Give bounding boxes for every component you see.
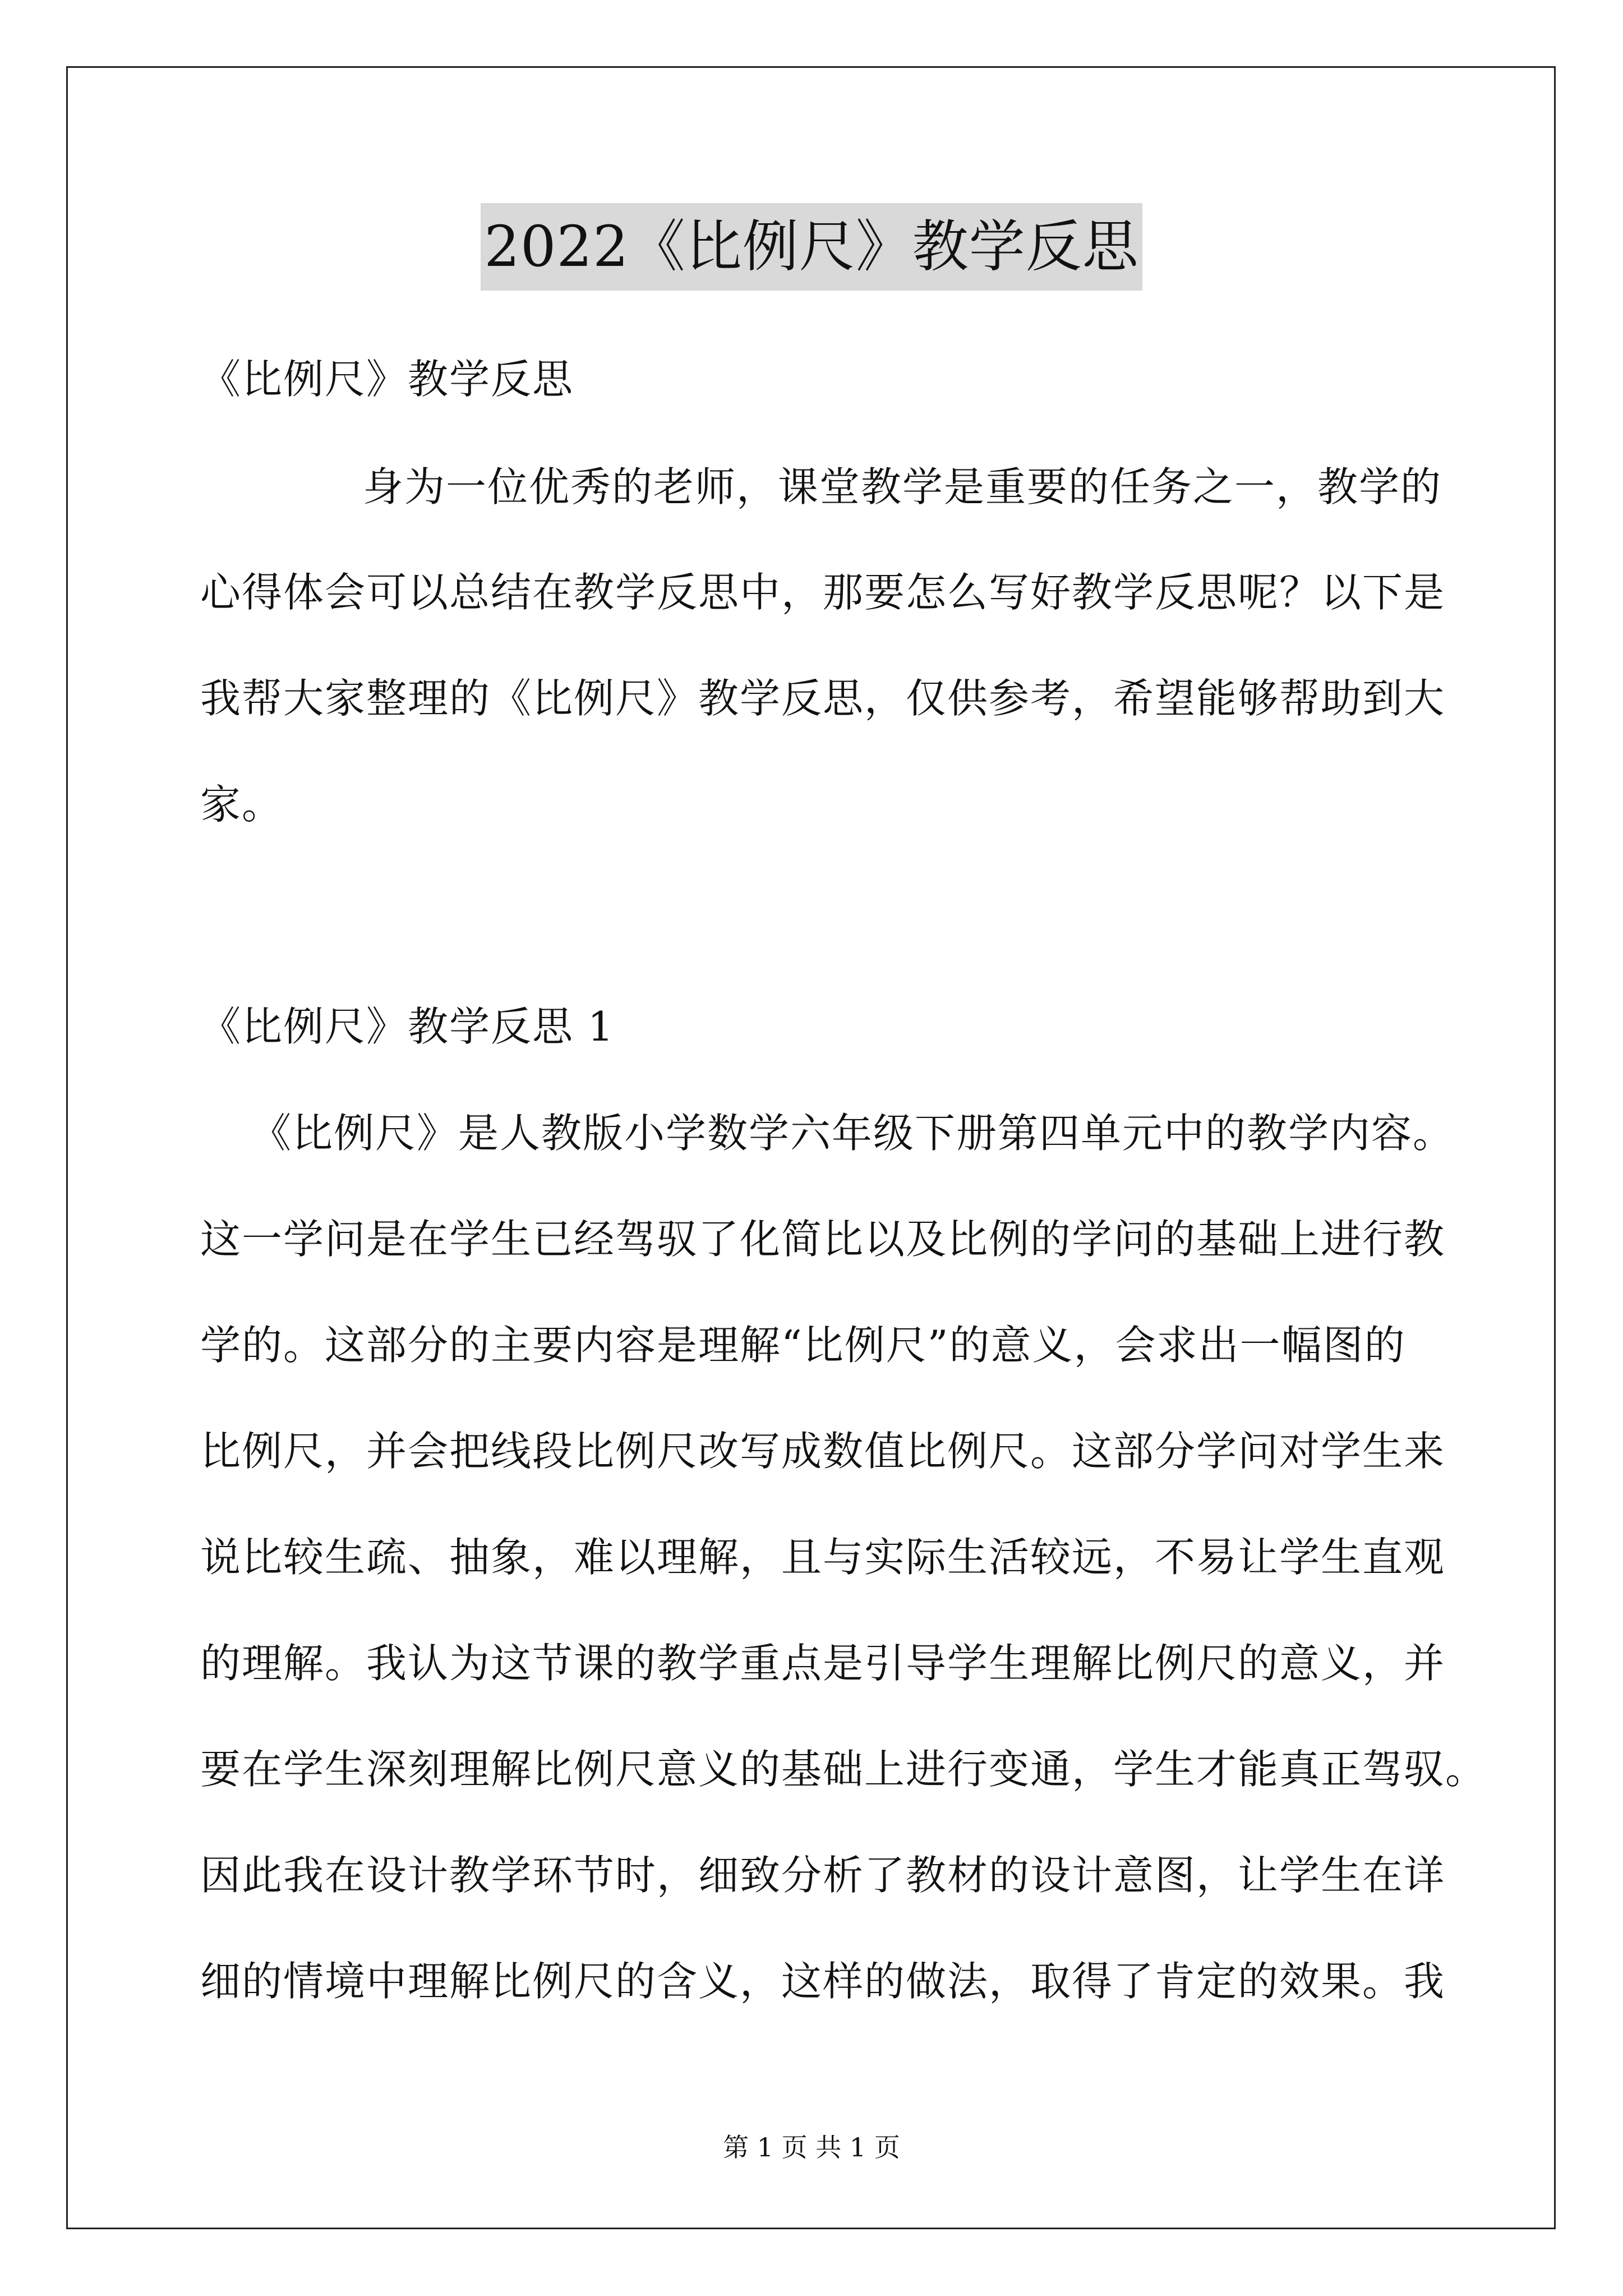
intro-line-4: 家。: [200, 781, 284, 828]
body-line-1: 《比例尺》是人教版小学数学六年级下册第四单元中的教学内容。: [251, 1110, 1455, 1157]
intro-line-2: 心得体会可以总结在教学反思中，那要怎么写好教学反思呢？以下是: [200, 569, 1446, 616]
intro-line-3: 我帮大家整理的《比例尺》教学反思，仅供参考，希望能够帮助到大: [200, 675, 1446, 722]
body-line-7: 要在学生深刻理解比例尺意义的基础上进行变通，学生才能真正驾驭。: [200, 1746, 1487, 1793]
body-line-8: 因此我在设计教学环节时，细致分析了教材的设计意图，让学生在详: [200, 1852, 1446, 1899]
body-line-5: 说比较生疏、抽象，难以理解，且与实际生活较远，不易让学生直观: [200, 1534, 1446, 1581]
section-heading-1: 《比例尺》教学反思 1: [200, 1003, 615, 1050]
page-footer: 第 1 页 共 1 页: [723, 2132, 900, 2162]
body-line-9: 细的情境中理解比例尺的含义，这样的做法，取得了肯定的效果。我: [200, 1958, 1446, 2005]
body-line-3: 学的。这部分的主要内容是理解“比例尺”的意义，会求出一幅图的: [200, 1322, 1406, 1369]
body-line-6: 的理解。我认为这节课的教学重点是引导学生理解比例尺的意义，并: [200, 1640, 1446, 1687]
section-heading: 《比例尺》教学反思: [200, 356, 574, 403]
title-container: [0, 203, 1623, 291]
body-line-4: 比例尺，并会把线段比例尺改写成数值比例尺。这部分学问对学生来: [200, 1428, 1446, 1475]
body-line-2: 这一学问是在学生已经驾驭了化简比以及比例的学问的基础上进行教: [200, 1216, 1446, 1263]
document-title: 2022《比例尺》教学反思: [481, 203, 1142, 291]
intro-line-1: 身为一位优秀的老师，课堂教学是重要的任务之一，教学的: [363, 463, 1442, 510]
